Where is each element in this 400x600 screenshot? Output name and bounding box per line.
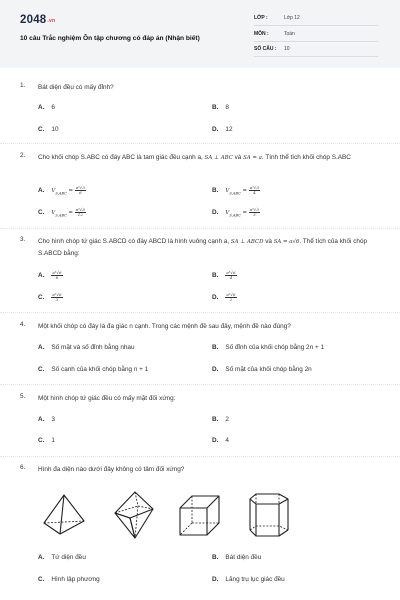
option-4c[interactable]: C. Số cạnh của khối chóp bằng n + 1 [38, 366, 149, 373]
document-title: 10 câu Trắc nghiệm Ôn tập chương có đáp án (Nhận biết) [20, 35, 200, 42]
header-panel [0, 0, 400, 68]
option-2c[interactable]: C. $V_{S.ABC}$ = $\frac{\text{a³√3}}{12}$ [38, 207, 85, 218]
question-divider [0, 456, 400, 457]
question-number: 1. [20, 82, 26, 89]
option-2b[interactable]: B. $V_{S.ABC}$ = $\frac{\text{a³√3}}{4}$ [212, 185, 259, 196]
question-divider [0, 143, 400, 144]
option-1a[interactable]: A. 6 [38, 104, 55, 111]
site-logo[interactable]: 2048.vn [20, 14, 56, 26]
option-2d[interactable]: D. $V_{S.ABC}$ = $\frac{\text{a³√3}}{3}$ [212, 207, 259, 218]
cube-figure [176, 490, 226, 540]
question-text: Một khối chóp có đáy là đa giác n cạnh. Trong các mệnh đề sau đây, mệnh đề nào đúng? [38, 323, 291, 330]
math-expression: SA = a [243, 155, 262, 161]
option-5b[interactable]: B. 2 [212, 416, 229, 423]
question-text: Hình đa diện nào dưới đây không có tâm đối xứng? [38, 466, 185, 473]
question-text: Bát diện đều có mấy đỉnh? [38, 84, 114, 91]
meta-row-subject [254, 28, 378, 42]
question-divider [0, 228, 400, 229]
math-expression: SA ⊥ ABC [204, 155, 233, 161]
option-6a[interactable]: A. Tứ diện đều [38, 554, 86, 561]
option-6d[interactable]: D. Lăng trụ lục giác đều [212, 576, 285, 583]
question-number: 2. [20, 152, 26, 159]
question-text: Cho khối chóp S.ABC có đáy ABC là tam giác đều cạnh a, SA ⊥ ABC và SA = a. Tính thể tích khối chóp S.ABC [38, 154, 351, 161]
meta-label: MÔN : [254, 31, 269, 37]
math-expression: SA ⊥ ABCD [230, 239, 264, 245]
option-6b[interactable]: B. Bát diện đều [212, 554, 262, 561]
question-divider [0, 384, 400, 385]
option-2a[interactable]: A. $V_{S.ABC}$ = $\frac{\text{a³√3}}{6}$ [38, 185, 85, 196]
option-1b[interactable]: B. 8 [212, 104, 229, 111]
option-3b[interactable]: B. $\frac{\text{a³√6}}{4}$ [212, 270, 236, 280]
question-text: Cho hình chóp tứ giác S.ABCD có đáy ABCD là hình vuông cạnh a, SA ⊥ ABCD và SA = a√6. Thể tích của khối chóp S.ABCD bằng: [38, 238, 368, 257]
meta-value: Toán [284, 31, 295, 37]
option-4d[interactable]: D. Số mặt của khối chóp bằng 2n [212, 366, 312, 373]
option-5d[interactable]: D. 4 [212, 437, 229, 444]
question-number: 5. [20, 393, 26, 400]
question-number: 6. [20, 464, 26, 471]
option-5c[interactable]: C. 1 [38, 437, 55, 444]
meta-row-count [254, 43, 378, 57]
question-number: 4. [20, 321, 26, 328]
meta-label: LỚP : [254, 15, 268, 21]
octahedron-figure [108, 490, 158, 540]
option-5a[interactable]: A. 3 [38, 416, 55, 423]
option-3d[interactable]: D. $\frac{\text{a³√6}}{2}$ [212, 292, 236, 302]
meta-value: 10 [284, 46, 290, 52]
option-3a[interactable]: A. $\frac{\text{a³√6}}{6}$ [38, 270, 62, 280]
option-4b[interactable]: B. Số đỉnh của khối chóp bằng 2n + 1 [212, 344, 325, 351]
option-3c[interactable]: C. $\frac{\text{a³√6}}{3}$ [38, 292, 62, 302]
question-divider [0, 312, 400, 313]
question-text: Một hình chóp tứ giác đều có mấy mặt đối xứng: [38, 395, 176, 402]
tetrahedron-figure [40, 490, 90, 540]
math-expression: SA = a√6 [273, 239, 300, 245]
question-number: 3. [20, 236, 26, 243]
meta-value: Lớp 12 [284, 15, 300, 21]
option-4a[interactable]: A. Số mặt và số đỉnh bằng nhau [38, 344, 135, 351]
option-6c[interactable]: C. Hình lập phương [38, 576, 100, 583]
option-1c[interactable]: C. 10 [38, 126, 59, 133]
option-1d[interactable]: D. 12 [212, 126, 233, 133]
meta-row-grade [254, 12, 378, 26]
hexagonal-prism-figure [246, 490, 296, 540]
meta-label: SỐ CÂU : [254, 46, 277, 52]
